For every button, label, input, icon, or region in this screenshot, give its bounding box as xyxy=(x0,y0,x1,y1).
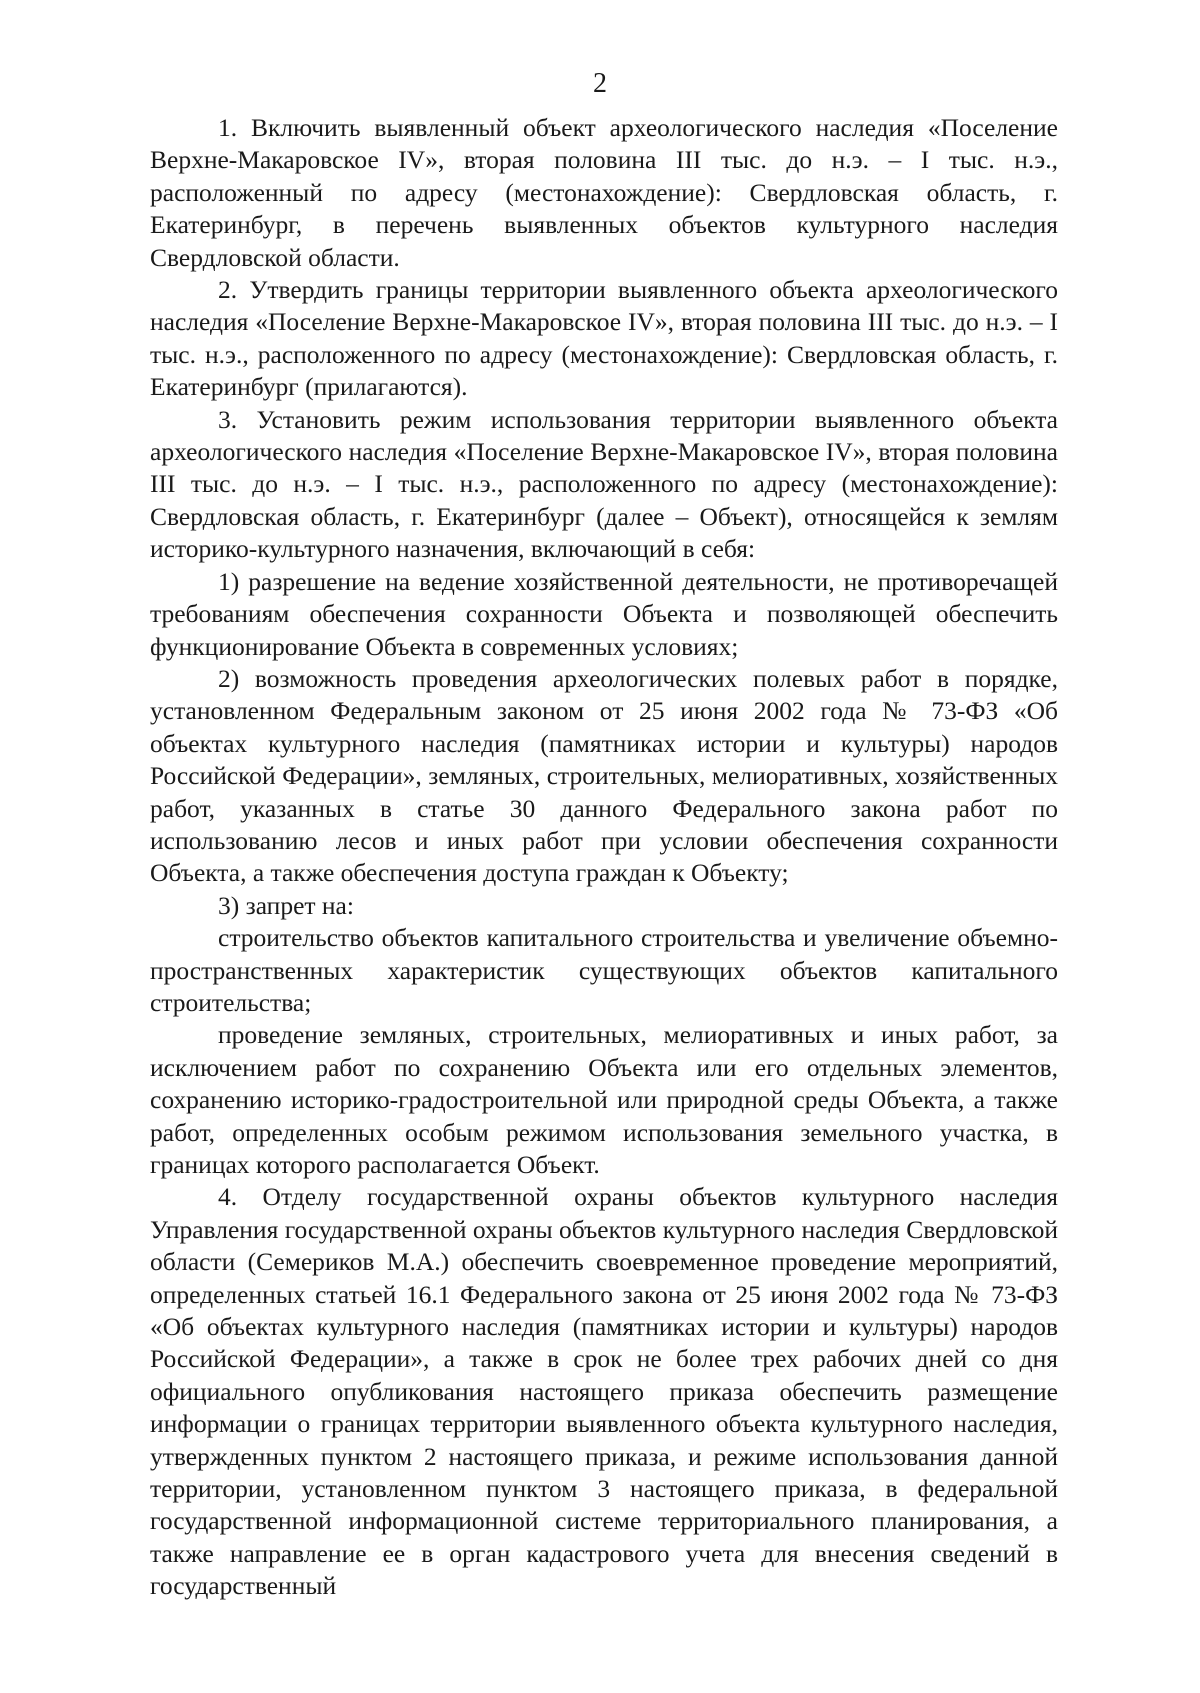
paragraph-prohibition-construction: строительство объектов капитального строительства и увеличение объемно-пространственных характеристик существующих объектов капитального строительства; xyxy=(150,923,1058,1017)
paragraph-subitem-3-prohibition: 3) запрет на: xyxy=(218,890,354,920)
paragraph-item-3-usage-regime: 3. Установить режим использования территории выявленного объекта археологического наследия «Поселение Верхне-Макаровское IV», вторая половина III тыс. до н.э. – I тыс. н.э., расположенного по адресу (местонахождение): Свердловская область, г. Екатеринбург (далее – Объект), относящейся к землям историко-культурного назначения, включающий в себя: xyxy=(150,404,1058,564)
paragraph-prohibition-works: проведение земляных, строительных, мелиоративных и иных работ, за исключением работ по сохранению Объекта или его отдельных элементов, сохранению историко-градостроительной или природной среды Объекта, а также работ, определенных особым режимом использования земельного участка, в границах которого располагается Объект. xyxy=(150,1020,1058,1179)
paragraph-subitem-1-permission: 1) разрешение на ведение хозяйственной деятельности, не противоречащей требованиям обеспечения сохранности Объекта и позволяющей обеспечить функционирование Объекта в современных условиях; xyxy=(150,566,1058,661)
paragraph-item-1-include-object: 1. Включить выявленный объект археологического наследия «Поселение Верхне-Макаровское IV», вторая половина III тыс. до н.э. – I тыс. н.э., расположенный по адресу (местонахождение): Свердловская область, г. Екатеринбург, в перечень выявленных объектов культурного наследия Свердловской области. xyxy=(150,113,1058,272)
page-number: 2 xyxy=(593,68,607,99)
paragraph-subitem-2-possibility: 2) возможность проведения археологических полевых работ в порядке, установленном Федеральным законом от 25 июня 2002 года № 73-ФЗ «Об объектах культурного наследия (памятниках истории и культуры) народов Российской Федерации», земляных, строительных, мелиоративных, хозяйственных работ, указанных в статье 30 данного Федерального закона работ по использованию лесов и иных работ при условии обеспечения сохранности Объекта, а также обеспечения доступа граждан к Объекту; xyxy=(150,663,1058,888)
paragraph-item-4-department-duties: 4. Отделу государственной охраны объектов культурного наследия Управления государственной охраны объектов культурного наследия Свердловской области (Семериков М.А.) обеспечить своевременное проведение мероприятий, определенных статьей 16.1 Федерального закона от 25 июня 2002 года № 73-ФЗ «Об объектах культурного наследия (памятниках истории и культуры) народов Российской Федерации», а также в срок не более трех рабочих дней со дня официального опубликования настоящего приказа обеспечить размещение информации о границах территории выявленного объекта культурного наследия, утвержденных пунктом 2 настоящего приказа, и режиме использования данной территории, установленном пунктом 3 настоящего приказа, в федеральной государственной информационной системе территориального планирования, а также направление ее в орган кадастрового учета для внесения сведений в государственный xyxy=(150,1182,1058,1601)
document-body xyxy=(150,112,1058,1603)
paragraph-item-2-approve-boundaries: 2. Утвердить границы территории выявленного объекта археологического наследия «Поселение Верхне-Макаровское IV», вторая половина III тыс. до н.э. – I тыс. н.э., расположенного по адресу (местонахождение): Свердловская область, г. Екатеринбург (прилагаются). xyxy=(150,275,1058,402)
